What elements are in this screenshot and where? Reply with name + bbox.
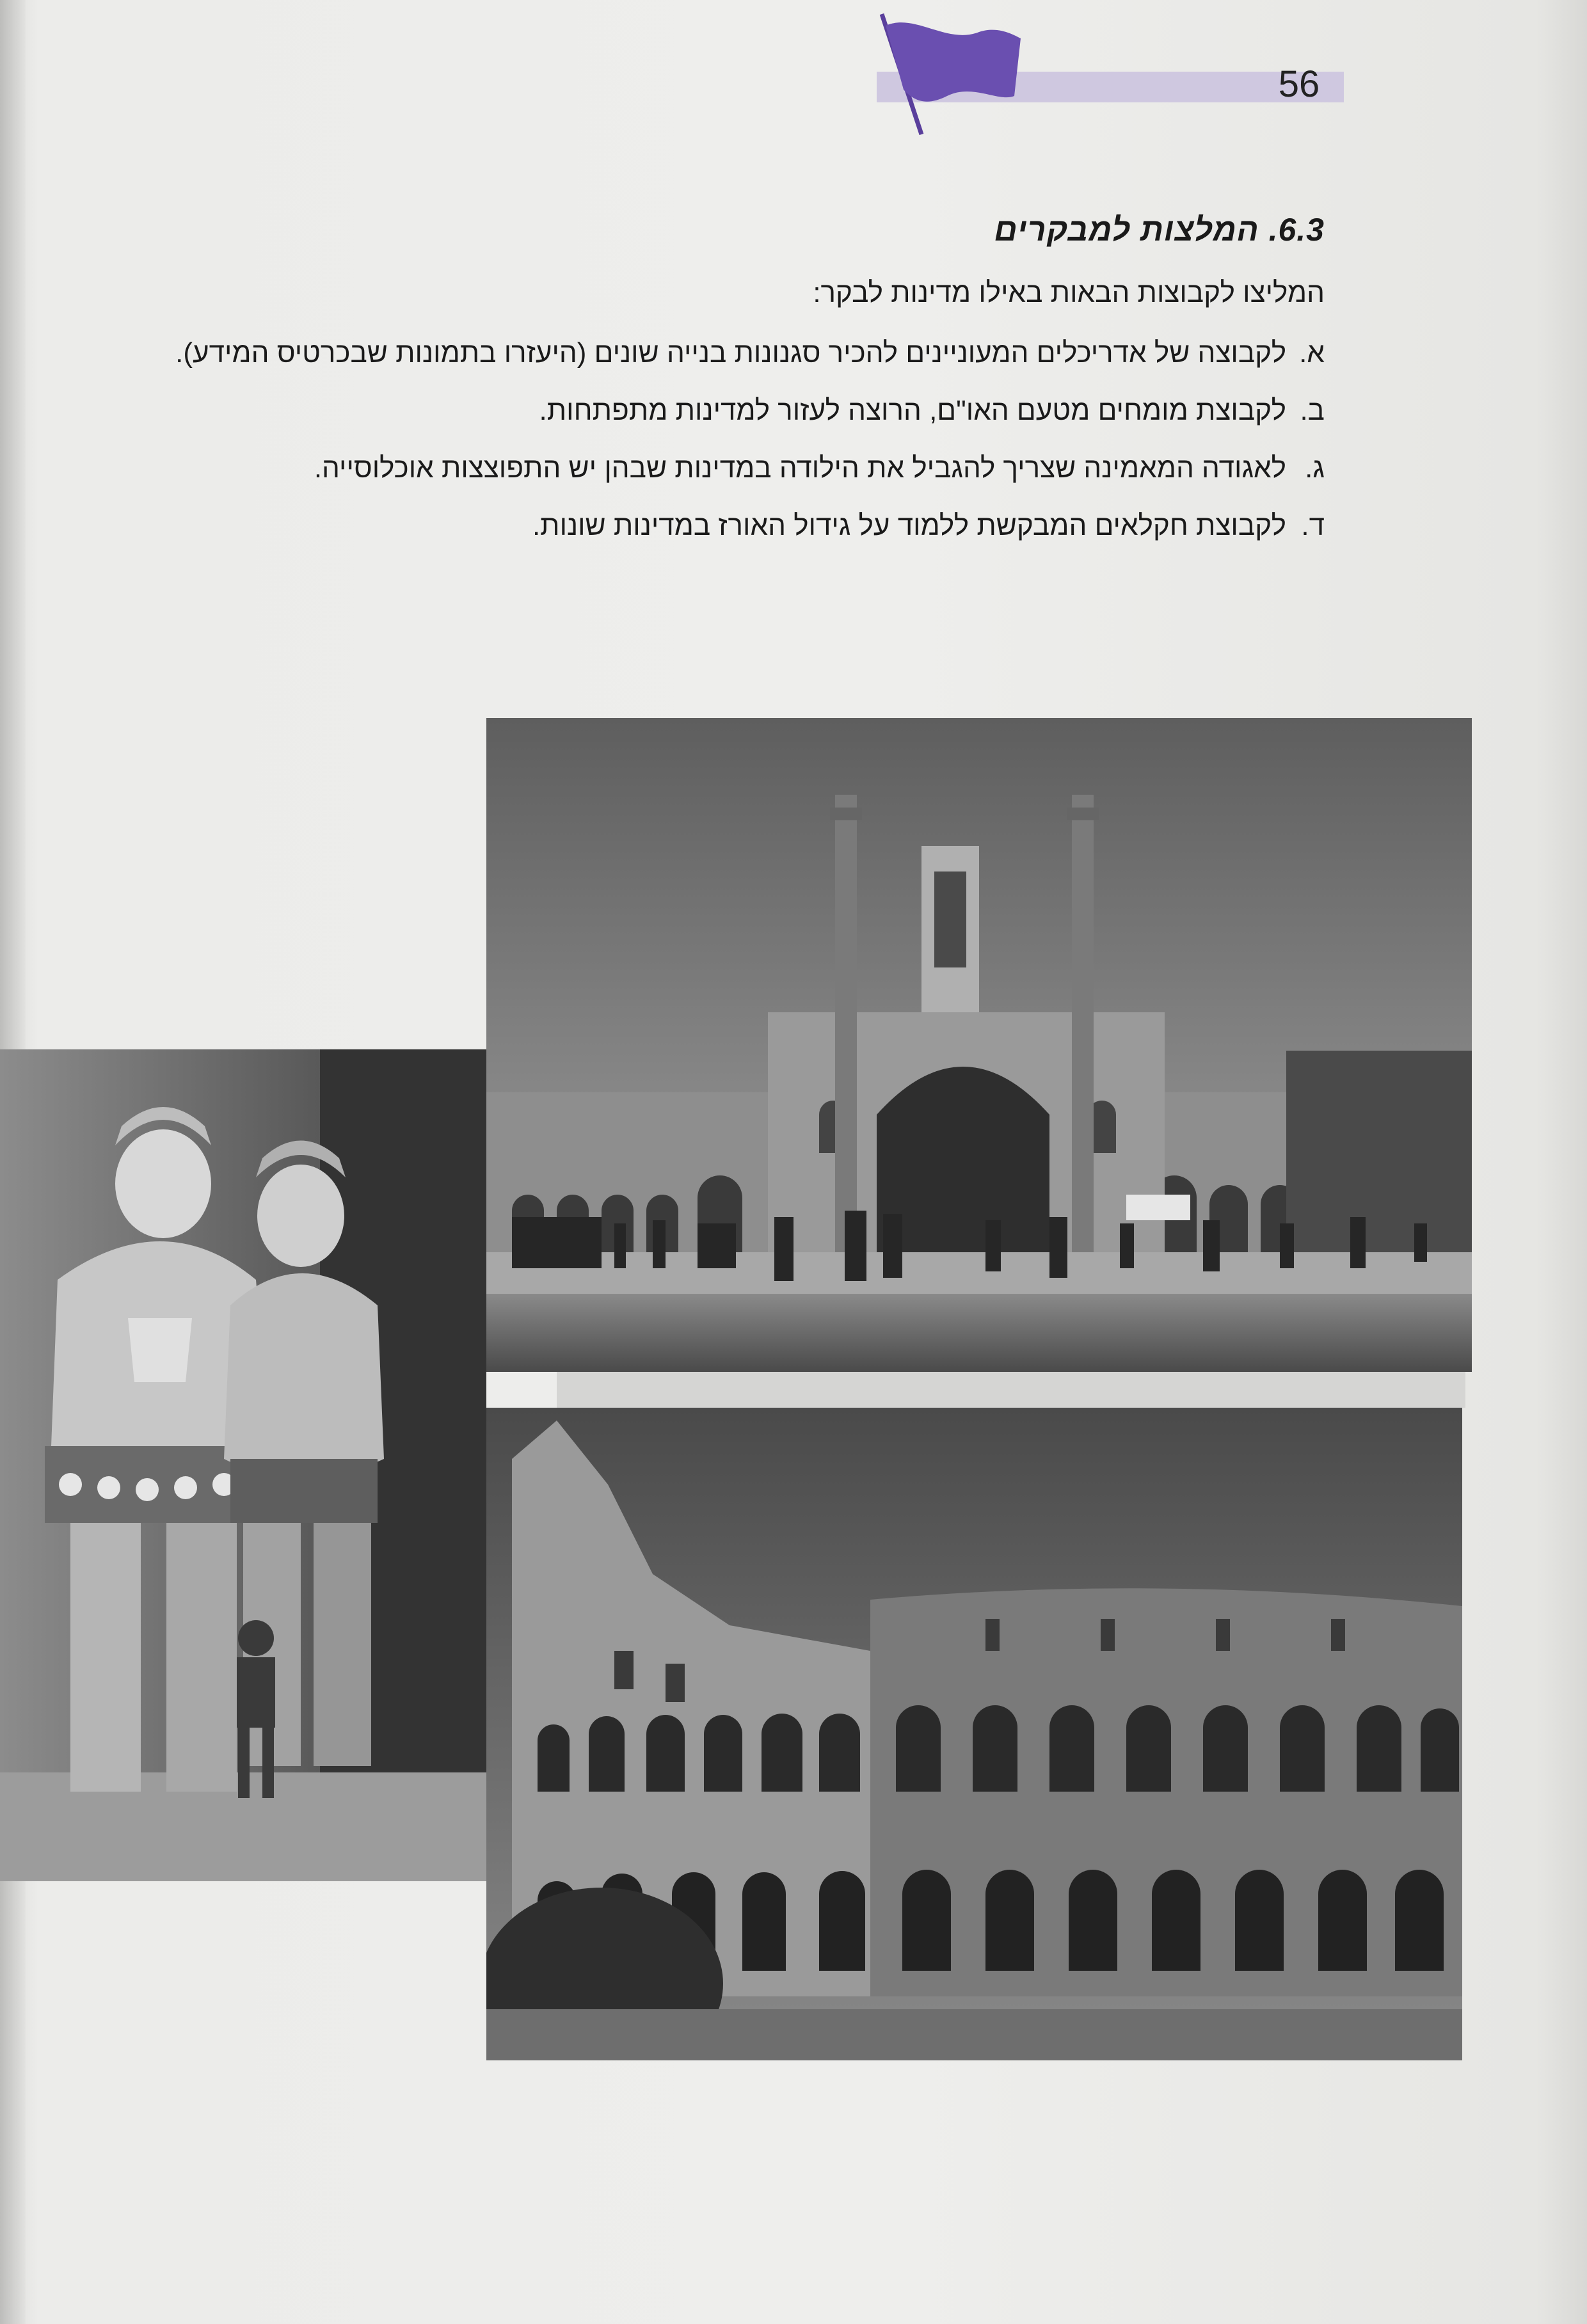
list-item-letter: ג.: [1305, 452, 1325, 484]
list-item-text: לאגודה המאמינה שצריך להגביל את הילודה במדינות שבהן יש התפוצצות אוכלוסייה.: [314, 452, 1286, 484]
list-item: [147, 328, 1325, 379]
list-item-text: לקבוצת חקלאים המבקשת ללמוד על גידול האורז במדינות שונות.: [532, 510, 1286, 541]
list-item-letter: ד.: [1301, 510, 1325, 541]
flag-icon: [877, 6, 1030, 141]
exercise-text: [147, 211, 1325, 558]
temple-statues-photo: [0, 1049, 486, 1881]
section-title: 6.3. המלצות למבקרים: [994, 212, 1325, 248]
list-item-letter: ב.: [1300, 395, 1325, 426]
photo-edge-strip: [557, 1372, 1465, 1408]
bleed-through-text: [109, 211, 117, 246]
colosseum-photo: [486, 1408, 1462, 2060]
section-intro: המליצו לקבוצות הבאות באילו מדינות לבקר:: [813, 277, 1325, 308]
list-item-text: לקבוצת מומחים מטעם האו"ם, הרוצה לעזור למדינות מתפתחות.: [539, 395, 1286, 426]
page-number: 56: [1278, 63, 1320, 105]
mosque-courtyard-photo: [486, 718, 1472, 1372]
list-item: [147, 385, 1325, 436]
list-item-text: לקבוצה של אדריכלים המעוניינים להכיר סגנונות בנייה שונים (היעזרו בתמונות שבכרטיס המידע).: [175, 337, 1286, 369]
list-item-letter: א.: [1299, 337, 1325, 369]
list-item: [147, 443, 1325, 494]
list-item: [147, 500, 1325, 552]
